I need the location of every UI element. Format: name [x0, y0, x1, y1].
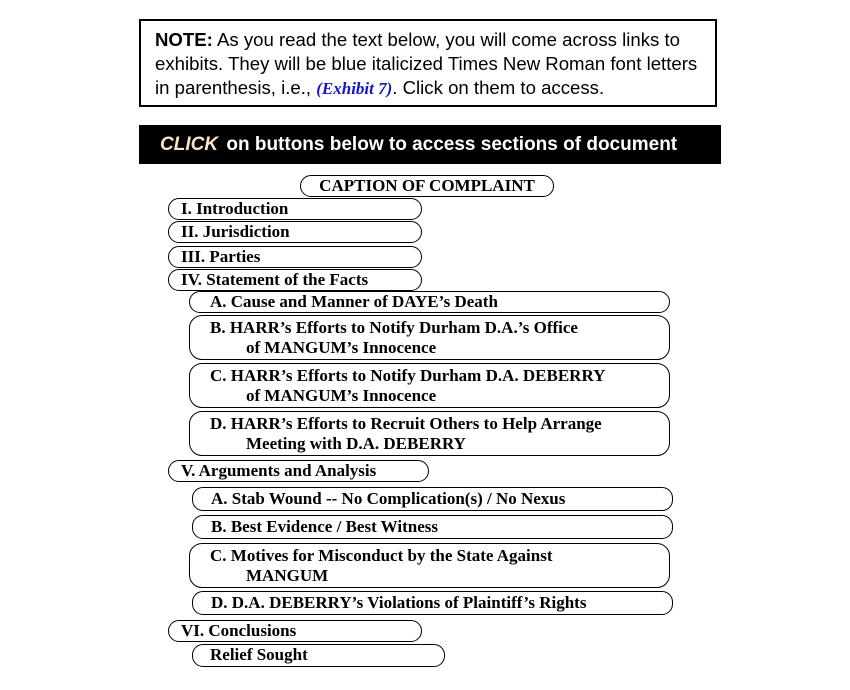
- section-v-a-button[interactable]: [192, 487, 673, 511]
- button-label: II. Jurisdiction: [181, 222, 290, 241]
- relief-sought-button[interactable]: [192, 644, 445, 667]
- button-label: III. Parties: [181, 247, 261, 266]
- section-iv-facts-button[interactable]: [168, 269, 422, 291]
- banner-text: on buttons below to access sections of document: [226, 134, 678, 155]
- button-label-line-2: of MANGUM’s Innocence: [246, 386, 437, 405]
- button-label-line-1: C. HARR’s Efforts to Notify Durham D.A. DEBERRY: [210, 366, 606, 385]
- button-label: D. D.A. DEBERRY’s Violations of Plaintiff’s Rights: [211, 593, 587, 612]
- exhibit-note: [139, 19, 717, 107]
- button-label-line-2: MANGUM: [246, 566, 329, 585]
- button-label: IV. Statement of the Facts: [181, 270, 369, 289]
- section-vi-conclusions-button[interactable]: [168, 620, 422, 642]
- section-iii-parties-button[interactable]: [168, 246, 422, 268]
- button-label-line-1: D. HARR’s Efforts to Recruit Others to Help Arrange: [210, 414, 602, 433]
- button-label: I. Introduction: [181, 199, 289, 218]
- caption-of-complaint-button[interactable]: [300, 175, 554, 197]
- instruction-banner: [139, 125, 721, 164]
- section-iv-d-button[interactable]: [189, 411, 670, 456]
- button-label: B. Best Evidence / Best Witness: [211, 517, 438, 536]
- section-i-introduction-button[interactable]: [168, 198, 422, 220]
- button-label-line-2: of MANGUM’s Innocence: [246, 338, 437, 357]
- section-iv-a-button[interactable]: [189, 291, 670, 313]
- button-label: VI. Conclusions: [181, 621, 297, 640]
- section-v-b-button[interactable]: [192, 515, 673, 539]
- button-label: Relief Sought: [210, 645, 308, 664]
- button-label-line-1: C. Motives for Misconduct by the State Against: [210, 546, 553, 565]
- section-iv-c-button[interactable]: [189, 363, 670, 408]
- section-ii-jurisdiction-button[interactable]: [168, 221, 422, 243]
- note-text: As you read the text below, you will come across links to exhibits. They will be blue italicized Times New Roman font letters in parenthesis, i.e.,: [155, 29, 698, 98]
- button-label-line-2: Meeting with D.A. DEBERRY: [246, 434, 466, 453]
- note-label: NOTE:: [155, 29, 213, 50]
- section-v-arguments-button[interactable]: [168, 460, 429, 482]
- button-label: V. Arguments and Analysis: [181, 461, 377, 480]
- exhibit-example-link[interactable]: (Exhibit 7): [316, 79, 393, 98]
- button-label: CAPTION OF COMPLAINT: [319, 176, 535, 195]
- banner-click-word: CLICK: [160, 134, 219, 155]
- section-v-c-button[interactable]: [189, 543, 670, 588]
- section-iv-b-button[interactable]: [189, 315, 670, 360]
- button-label: A. Cause and Manner of DAYE’s Death: [210, 292, 498, 311]
- note-text-end: . Click on them to access.: [392, 77, 605, 98]
- section-v-d-button[interactable]: [192, 591, 673, 615]
- button-label: A. Stab Wound -- No Complication(s) / No Nexus: [211, 489, 566, 508]
- button-label-line-1: B. HARR’s Efforts to Notify Durham D.A.’s Office: [210, 318, 578, 337]
